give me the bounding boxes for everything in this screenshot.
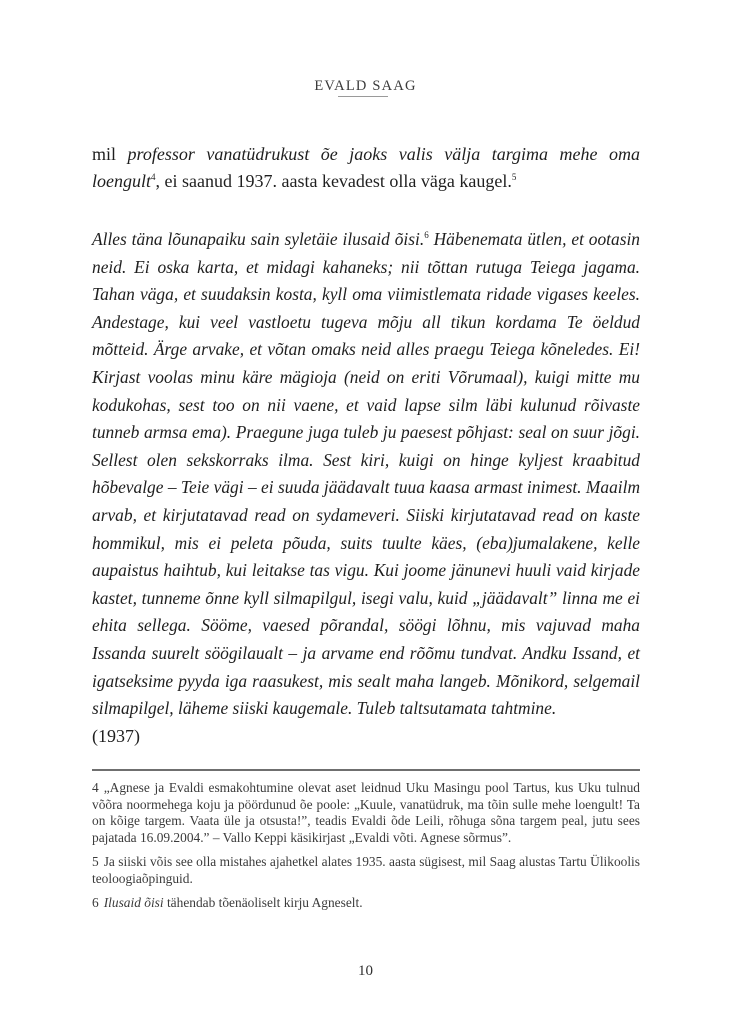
footnote-ref-5[interactable]: 5 (511, 172, 517, 182)
running-head: EVALD SAAG (314, 78, 417, 94)
letter-date: (1937) (92, 725, 140, 746)
running-head-rule (338, 96, 388, 97)
footnote-ref-6[interactable]: 6 (424, 230, 429, 241)
footnote-number: 4 (92, 780, 99, 795)
page-number: 10 (358, 963, 373, 979)
footnote-ref-4[interactable]: 4 (151, 172, 156, 182)
intro-italic-quote: professor vanatüdrukust õe jaoks valis välja targima mehe oma loengult (92, 144, 640, 191)
footnote-number: 6 (92, 895, 99, 910)
footnotes (92, 780, 640, 920)
footnote-text: „Agnese ja Evaldi esmakohtumine olevat aset leidnud Uku Masingu pool Tartus, kus Uku tulnud võõra noormehega koju ja pöördunud õe poole: „Kuule, vanatüdruk, ma tõin sulle mehe loengult! Ta on kõige targem. Vaata üle ja otsusta!”, teadis Evaldi õde Leili, rõhuga sõna targem peal, jutu sees pajatada 16.09.2004.” – Vallo Keppi käsikirjast „Evaldi võti. Agnese sõrmus”. (92, 780, 640, 845)
intro-paragraph (92, 141, 640, 195)
letter-part-1: Alles täna lõunapaiku sain syletäie ilusaid õisi. (92, 229, 425, 249)
footnote-4 (92, 780, 640, 846)
intro-continuation: , ei saanud 1937. aasta kevadest olla väga kaugel. (155, 171, 512, 191)
footnote-italic-term: Ilusaid õisi (103, 895, 164, 910)
footnote-5 (92, 854, 640, 887)
letter-part-2: Häbenemata ütlen, et ootasin neid. Ei oska karta, et midagi kahaneks; nii tõttan rutuga Teiega jagama. Tahan väga, et suudaksin kosta, kyll oma viimistlemata ridade vigases keeles. Andestage, kui veel vastloetu tugeva mõju all tikun kordama Te öeldud mõtteid. Ärge arvake, et võtan omaks neid alles praegu Teiega kõneledes. Ei! Kirjast voolas minu käre mägioja (neid on eriti Võrumaal), kuigi mitte mu kodukohas, sest too on nii vaene, et vaid lapse silm läbi kulunud rõivaste tunneb armsa ema). Praegune juga tuleb ju paesest põhjast: seal on suur jõgi. Sellest olen sekskorraks ilma. Sest kiri, kuigi on hinge kyljest kraabitud hõbevalge – Teie vägi – ei suuda jäädavalt tuua kaasa armast inimest. Maailm arvab, et kirjutatavad read on sydameveri. Siiski kirjutatavad read on kaste hommikul, mis ei peleta põuda, suits tuulte käes, (eba)jumalakene, kelle aupaistus haihtub, kui leitakse tas vigu. Kui joome jänunevi huuli vaid kirjade kastet, tunneme õnne kyll silmapilgul, isegi valu, kuid „jäädavalt” linna me ei ehita sellega. Sööme, vaesed põrandal, söögi lõhnu, mis vajuvad maha Issanda suurelt söögilaualt – ja arvame end rõõmu tundvat. Andku Issand, et igatseksime pyyda iga raasukest, mis sealt maha langeb. Mõnikord, selgemail silmapilgel, läheme siiski kaugemale. Tuleb taltsutamata tahtmine. (92, 229, 641, 719)
letter-text (92, 226, 640, 750)
footnote-6 (92, 895, 640, 912)
footnote-text: tähendab tõenäoliselt kirju Agneselt. (163, 895, 363, 910)
footnote-divider (92, 769, 640, 771)
intro-lead: mil (92, 144, 128, 164)
footnote-text: Ja siiski võis see olla mistahes ajahetkel alates 1935. aasta sügisest, mil Saag alustas Tartu Ülikoolis teoloogiaõpinguid. (92, 854, 640, 886)
footnote-number: 5 (92, 854, 99, 869)
